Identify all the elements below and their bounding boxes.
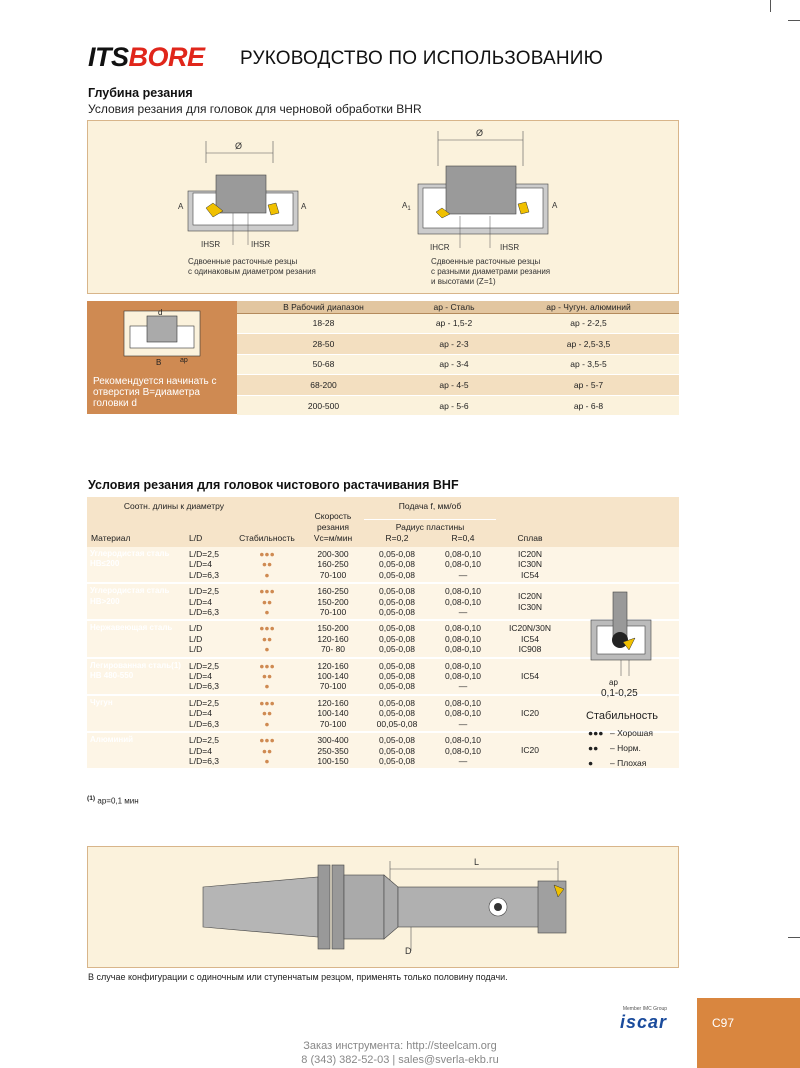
half-feed-note: В случае конфигурации с одиночным или ступенчатым резцом, применять только половину подачи.	[88, 972, 508, 982]
ld-values	[187, 547, 232, 583]
stability-dots-line: ●	[264, 569, 270, 580]
feed-r04	[430, 695, 496, 732]
depth-table-cell: 28-50	[237, 334, 410, 355]
feed-r04-line: 0,08-0,10	[445, 660, 481, 671]
material-name: Углеродистая сталь HB>200	[87, 583, 187, 620]
side-cell	[564, 547, 679, 583]
depth-table	[237, 301, 679, 416]
ld-values-line: L/D=4	[189, 596, 212, 607]
feed-r02-line: 0,05-0,08	[379, 559, 415, 570]
cutting-speed-line: 150-200	[317, 623, 349, 634]
material-name: Алюминий	[87, 732, 187, 769]
cutting-speed-line: 150-200	[317, 596, 349, 607]
feed-r02-line: 0,05-0,08	[379, 569, 415, 580]
stability-dots-line: ●	[264, 718, 270, 729]
grade-line: IC54	[521, 670, 539, 681]
legend-text: – Хорошая	[610, 728, 653, 738]
legend-text: – Норм.	[610, 743, 641, 753]
ld-values-line: L/D=4	[189, 745, 212, 756]
depth-table-header: ap - Чугун. алюминий	[498, 301, 679, 313]
material-name: Легированная сталь(1) HB 480-550	[87, 658, 187, 695]
ld-header: L/D	[187, 533, 232, 547]
material-header: Материал	[87, 533, 187, 547]
cutting-speed	[302, 732, 364, 769]
depth-table-row	[237, 354, 679, 375]
cutting-speed	[302, 695, 364, 732]
feed-r02-line: 0,05-0,08	[379, 596, 415, 607]
l-label: L	[474, 857, 480, 867]
diagram-left-caption: Сдвоенные расточные резцы с одинаковым диаметром резания	[188, 257, 316, 276]
depth-table-row	[237, 395, 679, 416]
stability-dots-line: ●●●	[259, 735, 275, 746]
holder-diagram	[198, 851, 678, 963]
legend-item	[588, 726, 653, 741]
finishing-insert-sketch	[583, 590, 663, 700]
cutting-speed	[302, 583, 364, 620]
grade	[496, 732, 564, 769]
depth-table-cell: ap - 2-3	[410, 334, 498, 355]
r04-header: R=0,4	[430, 533, 496, 547]
cutting-speed-line: 160-250	[317, 586, 349, 597]
legend-dots: ●	[588, 758, 594, 768]
stability-dots-line: ●●●	[259, 660, 275, 671]
depth-table-header: B Рабочий диапазон	[237, 301, 410, 313]
ld-values-line: L/D=6,3	[189, 755, 220, 766]
iscar-logo: Member IMC Group iscar	[620, 1006, 668, 1032]
stability-dots-line: ●●●	[259, 549, 275, 559]
stability-dots-line: ●	[264, 644, 270, 655]
stability-dots-line: ●	[264, 607, 270, 618]
cutting-speed-line: 120-160	[317, 660, 349, 671]
ld-values	[187, 620, 232, 657]
grade	[496, 620, 564, 657]
grade-line: IC20	[521, 745, 539, 756]
depth-table-row	[237, 375, 679, 396]
stability-dots-line: ●●	[261, 633, 273, 644]
feed-r04	[430, 583, 496, 620]
bore-diagram-equal	[173, 133, 323, 253]
grade-line: IC20N/30N	[508, 623, 552, 634]
feed-r04-line: —	[458, 681, 468, 692]
feed-r04-line: 0,08-0,10	[445, 586, 481, 597]
feed-r02	[364, 732, 430, 769]
page-number: C97	[712, 1016, 735, 1030]
cutting-speed-line: 100-140	[317, 671, 349, 682]
cutting-speed	[302, 547, 364, 583]
recommendation-note: Рекомендуется начинать с отверстия B=диаметра головки d	[93, 376, 217, 409]
grade	[496, 695, 564, 732]
feed-r02-line: 0,05-0,08	[379, 623, 415, 634]
ihsr-label: IHSR	[201, 240, 221, 249]
d-label: d	[158, 308, 163, 317]
feed-r04-line: 0,08-0,10	[445, 644, 481, 655]
feed-r02-line: 0,05-0,08	[379, 549, 415, 559]
feed-r04-line: 0,08-0,10	[445, 745, 481, 756]
feed-r02-line: 0,05-0,08	[379, 660, 415, 671]
depth-table-cell: ap - 6-8	[498, 395, 679, 416]
order-contact: Заказ инструмента: http://steelcam.org	[303, 1040, 497, 1052]
legend-text: – Плохая	[610, 758, 647, 768]
d-label: D	[405, 946, 412, 956]
legend-item	[588, 756, 653, 771]
radius-header: Радиус пластины	[364, 519, 496, 533]
stability-dots	[232, 732, 302, 769]
cutting-speed-line: 120-160	[317, 633, 349, 644]
ld-values	[187, 658, 232, 695]
depth-table-cell: ap - 3-4	[410, 354, 498, 375]
depth-table-cell: ap - 2,5-3,5	[498, 334, 679, 355]
stability-dots-line: ●●	[261, 596, 273, 607]
feed-r02	[364, 695, 430, 732]
feed-r04-line: 0,08-0,10	[445, 549, 481, 559]
ld-values	[187, 732, 232, 769]
ld-values-line: L/D	[189, 623, 203, 634]
feed-r04-line: —	[458, 607, 468, 618]
diagram-right-caption: Сдвоенные расточные резцы с разными диаметрами резания и высотами (Z=1)	[431, 257, 551, 286]
ld-values-line: L/D	[189, 633, 203, 644]
feed-r02	[364, 620, 430, 657]
depth-table-cell: ap - 5-7	[498, 375, 679, 396]
crop-mark	[788, 20, 800, 21]
section1-title: Глубина резания	[88, 86, 193, 100]
section1-subtitle: Условия резания для головок для черновой обработки BHR	[88, 102, 422, 116]
cutting-speed-line: 300-400	[317, 735, 349, 746]
stability-dots-line: ●●	[261, 671, 273, 682]
ld-values-line: L/D	[189, 644, 203, 655]
feed-r02	[364, 658, 430, 695]
feed-r04	[430, 658, 496, 695]
feed-r02-line: 0,05-0,08	[379, 671, 415, 682]
stability-dots-line: ●	[264, 681, 270, 692]
legend-dots: ●●	[588, 743, 599, 753]
ld-values-line: L/D=2,5	[189, 735, 220, 746]
ld-values-line: L/D=6,3	[189, 681, 220, 692]
feed-r02-line: 0,05-0,08	[379, 633, 415, 644]
cutting-speed-line: 70-100	[319, 607, 347, 618]
diagram-panel	[87, 120, 679, 294]
feed-r02-line: 0,05-0,08	[379, 735, 415, 746]
stability-dots	[232, 620, 302, 657]
stability-dots	[232, 658, 302, 695]
page-title: РУКОВОДСТВО ПО ИСПОЛЬЗОВАНИЮ	[240, 48, 603, 69]
depth-table-cell: 68-200	[237, 375, 410, 396]
grade-line: IC20N	[517, 591, 543, 602]
cutting-speed-line: 200-300	[317, 549, 349, 559]
depth-table-cell: ap - 2-2,5	[498, 313, 679, 334]
ap-label: ap	[180, 357, 188, 364]
feed-r04-line: 0,08-0,10	[445, 708, 481, 719]
stability-dots-line: ●●	[261, 708, 273, 719]
grade-header: Сплав	[496, 533, 564, 547]
depth-table-row	[237, 313, 679, 334]
section2-title: Условия резания для головок чистового растачивания BHF	[88, 478, 459, 492]
ld-values-line: L/D=2,5	[189, 586, 220, 597]
depth-table-cell: 200-500	[237, 395, 410, 416]
feed-r02-line: 0,05-0,08	[379, 681, 415, 692]
a-left: A	[178, 202, 184, 211]
footnote: $^{(1)}$ ap=0,1 мин	[87, 795, 139, 806]
crop-mark	[770, 0, 771, 12]
feed-r02-line: 0,05-0,08	[379, 697, 415, 708]
grade	[496, 547, 564, 583]
feed-r04	[430, 620, 496, 657]
depth-table-header: ap - Сталь	[410, 301, 498, 313]
feed-r04-line: 0,08-0,10	[445, 697, 481, 708]
grade	[496, 658, 564, 695]
ihsr-label: IHSR	[500, 243, 520, 252]
ld-ratio-header: Соотн. длины к диаметру	[87, 497, 232, 519]
side-illustration-cell	[564, 497, 679, 547]
depth-table-cell: ap - 4-5	[410, 375, 498, 396]
grade-line: IC30N	[517, 559, 543, 570]
depth-table-cell: ap - 3,5-5	[498, 354, 679, 375]
ld-values-line: L/D=4	[189, 559, 212, 570]
feed-r04-line: —	[458, 718, 468, 729]
material-name: Углеродистая сталь HB≤200	[87, 547, 187, 583]
cutting-speed-line: 250-350	[317, 745, 349, 756]
depth-table-row	[237, 334, 679, 355]
b-label: B	[156, 358, 162, 367]
grade	[496, 583, 564, 620]
crop-mark	[788, 937, 800, 938]
grade-line: IC908	[518, 644, 542, 655]
feed-r02-line: 0,05-0,08	[379, 745, 415, 756]
grade-line: IC54	[521, 633, 539, 644]
grade-line: IC30N	[517, 601, 543, 612]
feed-r04-line: 0,08-0,10	[445, 559, 481, 570]
feed-header: Подача f, мм/об	[364, 497, 496, 519]
grade-line: IC20N	[517, 549, 543, 559]
ld-values-line: L/D=2,5	[189, 697, 220, 708]
depth-table-cell: ap - 5-6	[410, 395, 498, 416]
feed-r02-line: 0,05-0,08	[379, 586, 415, 597]
stability-dots	[232, 583, 302, 620]
dia-symbol: Ø	[235, 141, 243, 151]
ld-values	[187, 695, 232, 732]
cutting-speed-line: 70-100	[319, 681, 347, 692]
feed-r04	[430, 547, 496, 583]
a1-left: $A_1$	[402, 201, 411, 212]
ihsr-label: IHSR	[251, 240, 271, 249]
feed-r04-line: —	[458, 569, 468, 580]
feed-r04-line: —	[458, 755, 468, 766]
stability-dots-line: ●●●	[259, 697, 275, 708]
holder-panel	[87, 846, 679, 968]
a-right: A	[301, 202, 307, 211]
ap-range: 0,1-0,25	[601, 688, 638, 699]
recommendation-block	[87, 301, 237, 414]
material-row	[87, 547, 679, 583]
stability-legend-title: Стабильность	[586, 710, 659, 722]
stability-dots	[232, 695, 302, 732]
depth-table-cell: 18-28	[237, 313, 410, 334]
phone-email: 8 (343) 382-52-03 | sales@sverla-ekb.ru	[301, 1054, 499, 1066]
stability-dots-line: ●●●	[259, 623, 275, 634]
stability-dots-line: ●	[264, 755, 270, 766]
feed-r02-line: 0,05-0,08	[379, 708, 415, 719]
ld-values-line: L/D=2,5	[189, 549, 220, 559]
feed-r04-line: 0,08-0,10	[445, 596, 481, 607]
cutting-speed-line: 100-150	[317, 755, 349, 766]
cutting-speed	[302, 658, 364, 695]
cutting-speed-line: 100-140	[317, 708, 349, 719]
depth-table-cell: ap - 1,5-2	[410, 313, 498, 334]
feed-r04	[430, 732, 496, 769]
feed-r04-line: 0,08-0,10	[445, 735, 481, 746]
feed-r04-line: 0,08-0,10	[445, 671, 481, 682]
cutting-speed-line: 70-100	[319, 569, 347, 580]
cutting-speed	[302, 620, 364, 657]
speed-header: Скорость резания	[302, 497, 364, 533]
legend-dots: ●●●	[588, 728, 604, 738]
ld-values-line: L/D=2,5	[189, 660, 220, 671]
feed-r02-line: 0,05-0,08	[379, 644, 415, 655]
feed-r02-line: 0,05-0,08	[379, 607, 415, 618]
stability-header: Стабильность	[232, 533, 302, 547]
bore-diagram-stepped	[398, 126, 568, 254]
grade-line: IC54	[521, 569, 539, 580]
ld-values	[187, 583, 232, 620]
cutting-speed-line: 70- 80	[320, 644, 346, 655]
itsbore-logo: ITSBORE	[88, 42, 205, 72]
cutting-speed-line: 70-100	[319, 718, 347, 729]
page-number-box	[697, 998, 800, 1068]
r02-header: R=0,2	[364, 533, 430, 547]
legend-item	[588, 741, 653, 756]
feed-r02-line: 00,05-0,08	[376, 718, 418, 729]
stability-dots-line: ●●●	[259, 586, 275, 597]
head-sketch	[122, 306, 202, 368]
stability-dots-line: ●●	[261, 559, 273, 570]
depth-table-cell: 50-68	[237, 354, 410, 375]
ihcr-label: IHCR	[430, 243, 450, 252]
cutting-speed-line: 160-250	[317, 559, 349, 570]
feed-r02	[364, 547, 430, 583]
ld-values-line: L/D=6,3	[189, 718, 220, 729]
material-name: Чугун	[87, 695, 187, 732]
feed-r04-line: 0,08-0,10	[445, 623, 481, 634]
feed-r02	[364, 583, 430, 620]
feed-r04-line: 0,08-0,10	[445, 633, 481, 644]
stability-legend	[588, 726, 653, 771]
ld-values-line: L/D=6,3	[189, 607, 220, 618]
a-right: A	[552, 201, 558, 210]
ap-side-label: ap	[609, 678, 618, 687]
material-name: Нержавеющая сталь	[87, 620, 187, 657]
feed-r02-line: 0,05-0,08	[379, 755, 415, 766]
vc-header: Vc=м/мин	[302, 533, 364, 547]
ld-values-line: L/D=4	[189, 708, 212, 719]
ld-values-line: L/D=6,3	[189, 569, 220, 580]
cutting-speed-line: 120-160	[317, 697, 349, 708]
grade-line: IC20	[521, 707, 539, 718]
ld-values-line: L/D=4	[189, 671, 212, 682]
dia-symbol: Ø	[476, 128, 484, 138]
stability-dots-line: ●●	[261, 745, 273, 756]
stability-dots	[232, 547, 302, 583]
